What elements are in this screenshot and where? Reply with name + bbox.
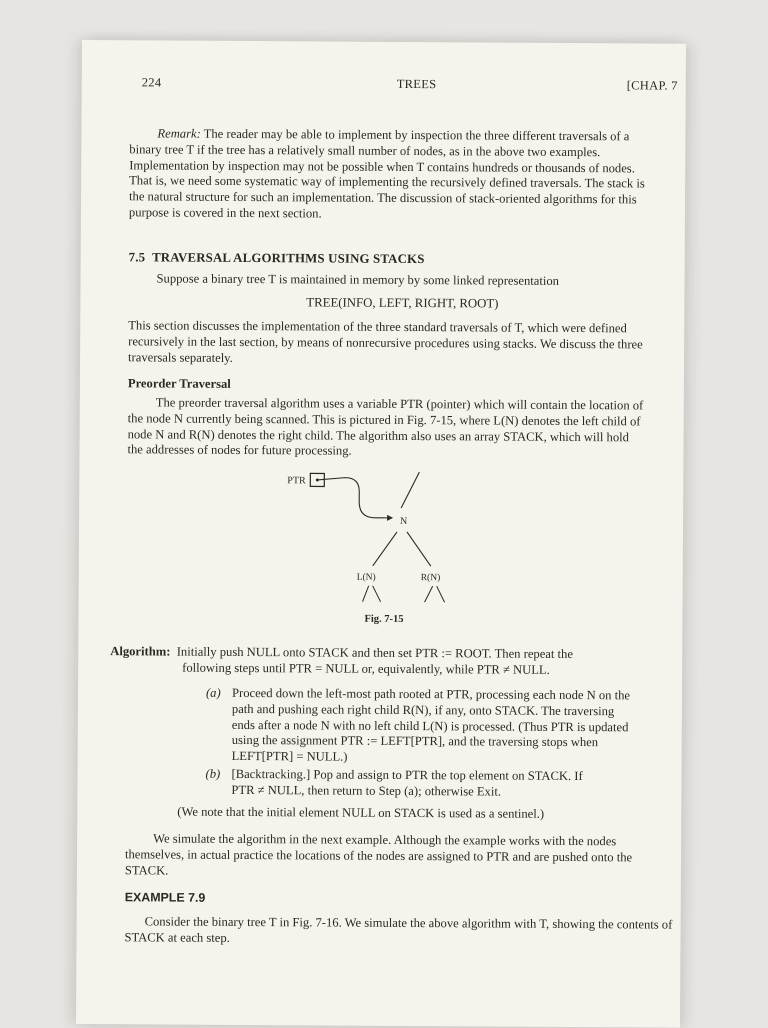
- preorder-line-4: the addresses of nodes for future processing.: [127, 442, 352, 459]
- section-number: 7.5: [128, 250, 146, 265]
- preorder-line-1: The preorder traversal algorithm uses a variable PTR (pointer) which will contain the location of: [155, 395, 644, 413]
- right-child-edge: [407, 532, 431, 566]
- section-title: TRAVERSAL ALGORITHMS USING STACKS: [152, 250, 425, 267]
- book-page: [76, 40, 686, 1028]
- ptr-arrowhead: [387, 515, 393, 521]
- right-child-label: R(N): [420, 573, 441, 584]
- example-line-2: STACK at each step.: [124, 930, 230, 945]
- ptr-label: PTR: [287, 475, 306, 487]
- intro-line: [156, 271, 559, 289]
- intro-sentence: Suppose a binary tree T is maintained in memory by some linked representation: [156, 271, 560, 288]
- figure-caption: Fig. 7-15: [364, 613, 404, 625]
- tree-formula: TREE(INFO, LEFT, RIGHT, ROOT): [306, 295, 499, 311]
- figure-7-15: [278, 469, 479, 630]
- example-line-1: Consider the binary tree T in Fig. 7-16. We simulate the above algorithm with T, showing the contents of: [144, 914, 673, 932]
- intro-para-line-2: recursively in the last section, by means of nonrecursive procedures using stacks. We discuss the three: [128, 334, 643, 352]
- intro-para-line-3: traversals separately.: [128, 349, 233, 365]
- remark-line-6: purpose is covered in the next section.: [128, 205, 322, 221]
- remark-label: Remark:: [157, 126, 201, 141]
- intro-paragraph: [128, 318, 676, 369]
- algorithm-block: [110, 644, 674, 679]
- remark-line-3: Implementation by inspection may not be possible when T contains hundreds or thousands of nodes.: [129, 157, 635, 175]
- simulate-paragraph: [125, 831, 673, 882]
- step-a-line-2: path and pushing each right child R(N), if any, onto STACK. The traversing: [231, 701, 615, 719]
- right-subtree-edge-1: [425, 586, 433, 602]
- preorder-line-2: the node N currently being scanned. This is pictured in Fig. 7-15, where L(N) denotes the left child of: [127, 411, 641, 429]
- algorithm-label: Algorithm:: [110, 644, 171, 659]
- step-b-line-1: [Backtracking.] Pop and assign to PTR the top element on STACK. If: [231, 766, 583, 784]
- intro-para-line-1: This section discusses the implementation of the three standard traversals of T, which were defined: [128, 318, 627, 336]
- right-subtree-edge-2: [437, 586, 445, 602]
- step-a-label: (a): [205, 685, 221, 700]
- remark-line-2: binary tree T if the tree has a relatively small number of nodes, as in the above two examples.: [129, 142, 601, 159]
- simulate-line-1: We simulate the algorithm in the next example. Although the example works with the nodes: [153, 831, 617, 849]
- remark-line-1: The reader may be able to implement by inspection the three different traversals of a: [203, 126, 630, 144]
- algorithm-line-1: Initially push NULL onto STACK and then set PTR := ROOT. Then repeat the: [176, 644, 573, 662]
- left-subtree-edge-1: [363, 586, 369, 602]
- left-child-edge: [373, 532, 397, 566]
- chapter-label: [CHAP. 7: [626, 78, 678, 93]
- remark-paragraph: [129, 126, 678, 224]
- preorder-line-3: node N and R(N) denotes the right child. The algorithm also uses an array STACK, which will hold: [127, 426, 630, 444]
- simulate-line-2: themselves, in actual practice the locations of the nodes are assigned to PTR and are pushed onto the: [124, 847, 633, 865]
- sentinel-note: (We note that the initial element NULL on STACK is used as a sentinel.): [177, 804, 545, 821]
- step-b-label: (b): [205, 766, 221, 781]
- remark-line-5: the natural structure for such an implementation. The discussion of stack-oriented algorithms for this: [129, 189, 637, 207]
- remark-line-4: That is, we need some systematic way of implementing the recursively defined traversals. The stack is: [129, 173, 645, 191]
- page-number: 224: [141, 75, 162, 90]
- step-a-line-5: LEFT[PTR] = NULL.): [231, 749, 348, 764]
- left-child-label: L(N): [356, 572, 376, 583]
- running-title: TREES: [396, 76, 437, 92]
- step-a-line-3: ends after a node N with no left child L(N) is processed. (Thus PTR is updated: [231, 717, 629, 734]
- algorithm-step-a: [206, 686, 674, 768]
- left-subtree-edge-2: [373, 586, 381, 602]
- algorithm-line-2: following steps until PTR = NULL or, equivalently, while PTR ≠ NULL.: [182, 660, 550, 677]
- pointer-tree-diagram: [278, 469, 479, 630]
- preorder-paragraph: [127, 395, 675, 462]
- parent-edge: [401, 472, 419, 508]
- example-paragraph: [124, 914, 672, 949]
- step-a-line-1: Proceed down the left-most path rooted at PTR, processing each node N on the: [231, 685, 631, 703]
- node-n-label: N: [400, 515, 408, 527]
- step-b-line-2: PTR ≠ NULL, then return to Step (a); otherwise Exit.: [231, 782, 502, 799]
- simulate-line-3: STACK.: [124, 862, 169, 878]
- ptr-arrow-path: [317, 477, 387, 517]
- example-heading: EXAMPLE 7.9: [124, 890, 206, 905]
- section-heading: [129, 250, 425, 267]
- preorder-heading: Preorder Traversal: [127, 376, 231, 391]
- step-a-line-4: using the assignment PTR := LEFT[PTR], and the traversing stops when: [231, 733, 599, 750]
- algorithm-step-b: [205, 767, 673, 801]
